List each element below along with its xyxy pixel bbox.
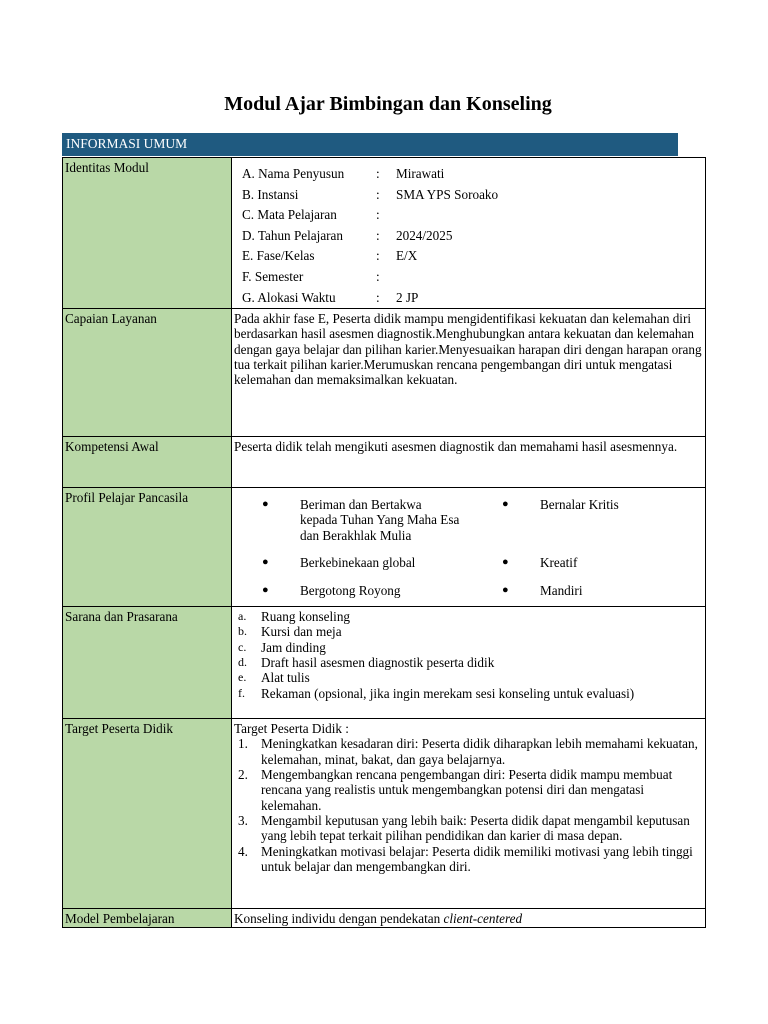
profil-item [502,497,702,555]
field-key: G. Alokasi Waktu [242,289,336,305]
list-item-text: Ruang konseling [261,609,351,625]
list-marker: b. [238,624,247,639]
section-header-informasi-umum: INFORMASI UMUM [62,133,678,156]
list-item [234,813,703,844]
identitas-content [232,158,706,309]
sarana-content [232,607,706,719]
list-item-text: Jam dinding [261,639,326,655]
field-colon: : [376,207,380,223]
list-item [234,655,703,670]
kompetensi-text: Peserta didik telah mengikuti asesmen diagnostik dan memahami hasil asesmennya. [232,437,706,488]
list-marker: f. [238,685,245,700]
row-identitas [63,158,706,309]
row-label: Model Pembelajaran [63,909,232,928]
target-list [234,736,703,874]
list-item-text: Mengambil keputusan yang lebih baik: Peserta didik dapat mengambil keputusan yang lebih tepat terkait pilihan pendidikan dan karier di masa depan. [261,812,690,844]
identitas-field [242,205,703,226]
profil-item-text: Kreatif [540,555,578,571]
field-colon: : [376,289,380,305]
profil-item-text: Mandiri [540,583,583,599]
row-capaian [63,309,706,437]
document-title: Modul Ajar Bimbingan dan Konseling [224,93,552,115]
list-item-text: Meningkatkan motivasi belajar: Peserta didik memiliki motivasi yang lebih tinggi untuk belajar dan mengembangkan diri. [261,843,693,874]
list-marker: a. [238,609,247,624]
row-label: Capaian Layanan [63,309,232,437]
profil-item-text: Bergotong Royong [300,583,401,599]
row-label: Identitas Modul [63,158,232,309]
profil-item [502,555,702,583]
profil-item [502,583,702,603]
field-colon: : [376,166,380,181]
target-content [232,719,706,909]
list-marker: c. [238,639,247,654]
sarana-list [234,609,703,701]
list-item-text: Rekaman (opsional, jika ingin merekam sesi konseling untuk evaluasi) [261,685,635,701]
identitas-field [242,185,703,206]
row-label: Target Peserta Didik [63,719,232,909]
row-kompetensi [63,437,706,488]
field-colon: : [376,227,380,243]
list-item-text: Draft hasil asesmen diagnostik peserta didik [261,655,495,671]
list-marker: 3. [238,812,248,828]
bullet-icon: ● [262,584,269,597]
profil-item [262,497,502,555]
field-key: C. Mata Pelajaran [242,207,337,223]
identitas-fields [234,160,703,308]
list-item [234,736,703,767]
row-sarana [63,607,706,719]
list-item [234,609,703,624]
row-profil [63,488,706,607]
identitas-field [242,267,703,288]
list-marker: 1. [238,736,248,752]
identitas-field [242,288,703,309]
field-value: E/X [396,248,418,264]
bullet-icon: ● [502,556,509,569]
field-key: D. Tahun Pelajaran [242,227,344,243]
list-item [234,767,703,813]
field-colon: : [376,186,380,202]
list-item-text: Meningkatkan kesadaran diri: Peserta didik diharapkan lebih memahami kekuatan, kelemahan, minat, bakat, dan gaya belajarnya. [261,736,698,767]
list-marker: e. [238,670,247,685]
list-item [234,624,703,639]
list-item [234,640,703,655]
profil-item [262,555,502,583]
bullet-icon: ● [262,498,269,511]
list-item [234,686,703,701]
profil-item-text: Berkebinekaan global [300,555,416,571]
info-table [62,157,706,928]
row-label: Kompetensi Awal [63,437,232,488]
row-label: Sarana dan Prasarana [63,607,232,719]
profil-list [234,490,703,603]
profil-item [262,583,502,603]
row-target [63,719,706,909]
identitas-field [242,246,703,267]
field-value: 2 JP [396,289,419,305]
list-item-text: Mengembangkan rencana pengembangan diri: Peserta didik mampu membuat rencana yang realistis untuk mengembangkan potensi diri dan mengatasi kelemahan. [261,767,673,813]
field-key: A. Nama Penyusun [242,166,345,181]
profil-item-text: Beriman dan Bertakwa kepada Tuhan Yang Maha Esa dan Berakhlak Mulia [300,497,460,543]
model-text: Konseling individu dengan pendekatan [234,911,444,927]
field-colon: : [376,268,380,284]
capaian-text: Pada akhir fase E, Peserta didik mampu mengidentifikasi kekuatan dan kelemahan diri berdasarkan hasil asesmen diagnostik.Menghubungkan antara kekuatan dan kelemahan dengan gaya belajar dan pilihan karier.Menyesuaikan harapan diri dengan harapan orang tua terkait pilihan karier.Merumuskan rencana pengembangan diri untuk mengatasi kelemahan dan memaksimalkan kekuatan. [232,309,706,437]
field-key: F. Semester [242,268,304,284]
field-key: B. Instansi [242,186,299,202]
field-value: Mirawati [396,166,445,181]
list-item [234,844,703,875]
bullet-icon: ● [502,498,509,511]
field-value: 2024/2025 [396,227,453,243]
target-intro: Target Peserta Didik : [234,721,349,737]
profil-content [232,488,706,607]
list-marker: d. [238,655,247,670]
list-marker: 4. [238,843,248,859]
profil-item-text: Bernalar Kritis [540,497,619,513]
list-item [234,670,703,685]
model-text-italic: client-centered [443,911,523,927]
list-marker: 2. [238,767,248,783]
list-item-text: Kursi dan meja [261,624,342,640]
model-content [232,909,706,928]
list-item-text: Alat tulis [261,670,310,686]
identitas-field [242,226,703,247]
bullet-icon: ● [262,556,269,569]
row-label: Profil Pelajar Pancasila [63,488,232,607]
field-key: E. Fase/Kelas [242,248,315,264]
bullet-icon: ● [502,584,509,597]
field-value: SMA YPS Soroako [396,186,499,202]
field-colon: : [376,248,380,264]
row-model [63,909,706,928]
identitas-field [242,164,703,185]
